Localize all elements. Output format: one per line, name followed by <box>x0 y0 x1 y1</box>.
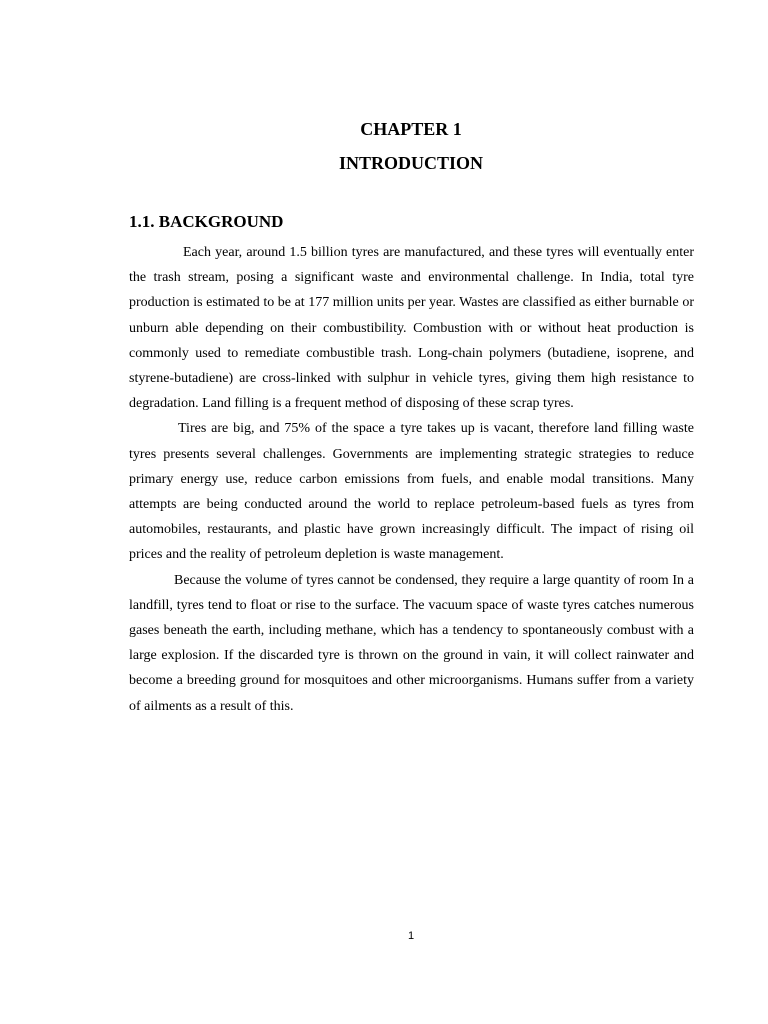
page-number: 1 <box>407 930 415 942</box>
chapter-title: INTRODUCTION <box>338 153 484 173</box>
paragraph-3: Because the volume of tyres cannot be condensed, they require a large quantity of room In a landfill, tyres tend to float or rise to the surface. The vacuum space of waste tyres catches numerous gases beneath the earth, including methane, which has a tendency to spontaneously combust with a large explosion. If the discarded tyre is thrown on the ground in vain, it will collect rainwater and become a breeding ground for mosquitoes and other microorganisms. Humans suffer from a variety of ailments as a result of this. <box>129 572 694 714</box>
chapter-label: CHAPTER 1 <box>360 119 462 139</box>
body-text <box>129 240 694 719</box>
paragraph-2: Tires are big, and 75% of the space a tyre takes up is vacant, therefore land filling waste tyres presents several challenges. Governments are implementing strategic strategies to reduce primary energy use, reduce carbon emissions from fuels, and enable modal transitions. Many attempts are being conducted around the world to replace petroleum-based fuels as tyres from automobiles, restaurants, and plastic have grown increasingly difficult. The impact of rising oil prices and the reality of petroleum depletion is waste management. <box>129 421 694 563</box>
paragraph-1: Each year, around 1.5 billion tyres are manufactured, and these tyres will eventually enter the trash stream, posing a significant waste and environmental challenge. In India, total tyre production is estimated to be at 177 million units per year. Wastes are classified as either burnable or unburn able depending on their combustibility. Combustion with or without heat production is commonly used to remediate combustible trash. Long-chain polymers (butadiene, isoprene, and styrene-butadiene) are cross-linked with sulphur in vehicle tyres, giving them high resistance to degradation. Land filling is a frequent method of disposing of these scrap tyres. <box>129 245 694 412</box>
section-heading: 1.1. BACKGROUND <box>129 212 284 231</box>
